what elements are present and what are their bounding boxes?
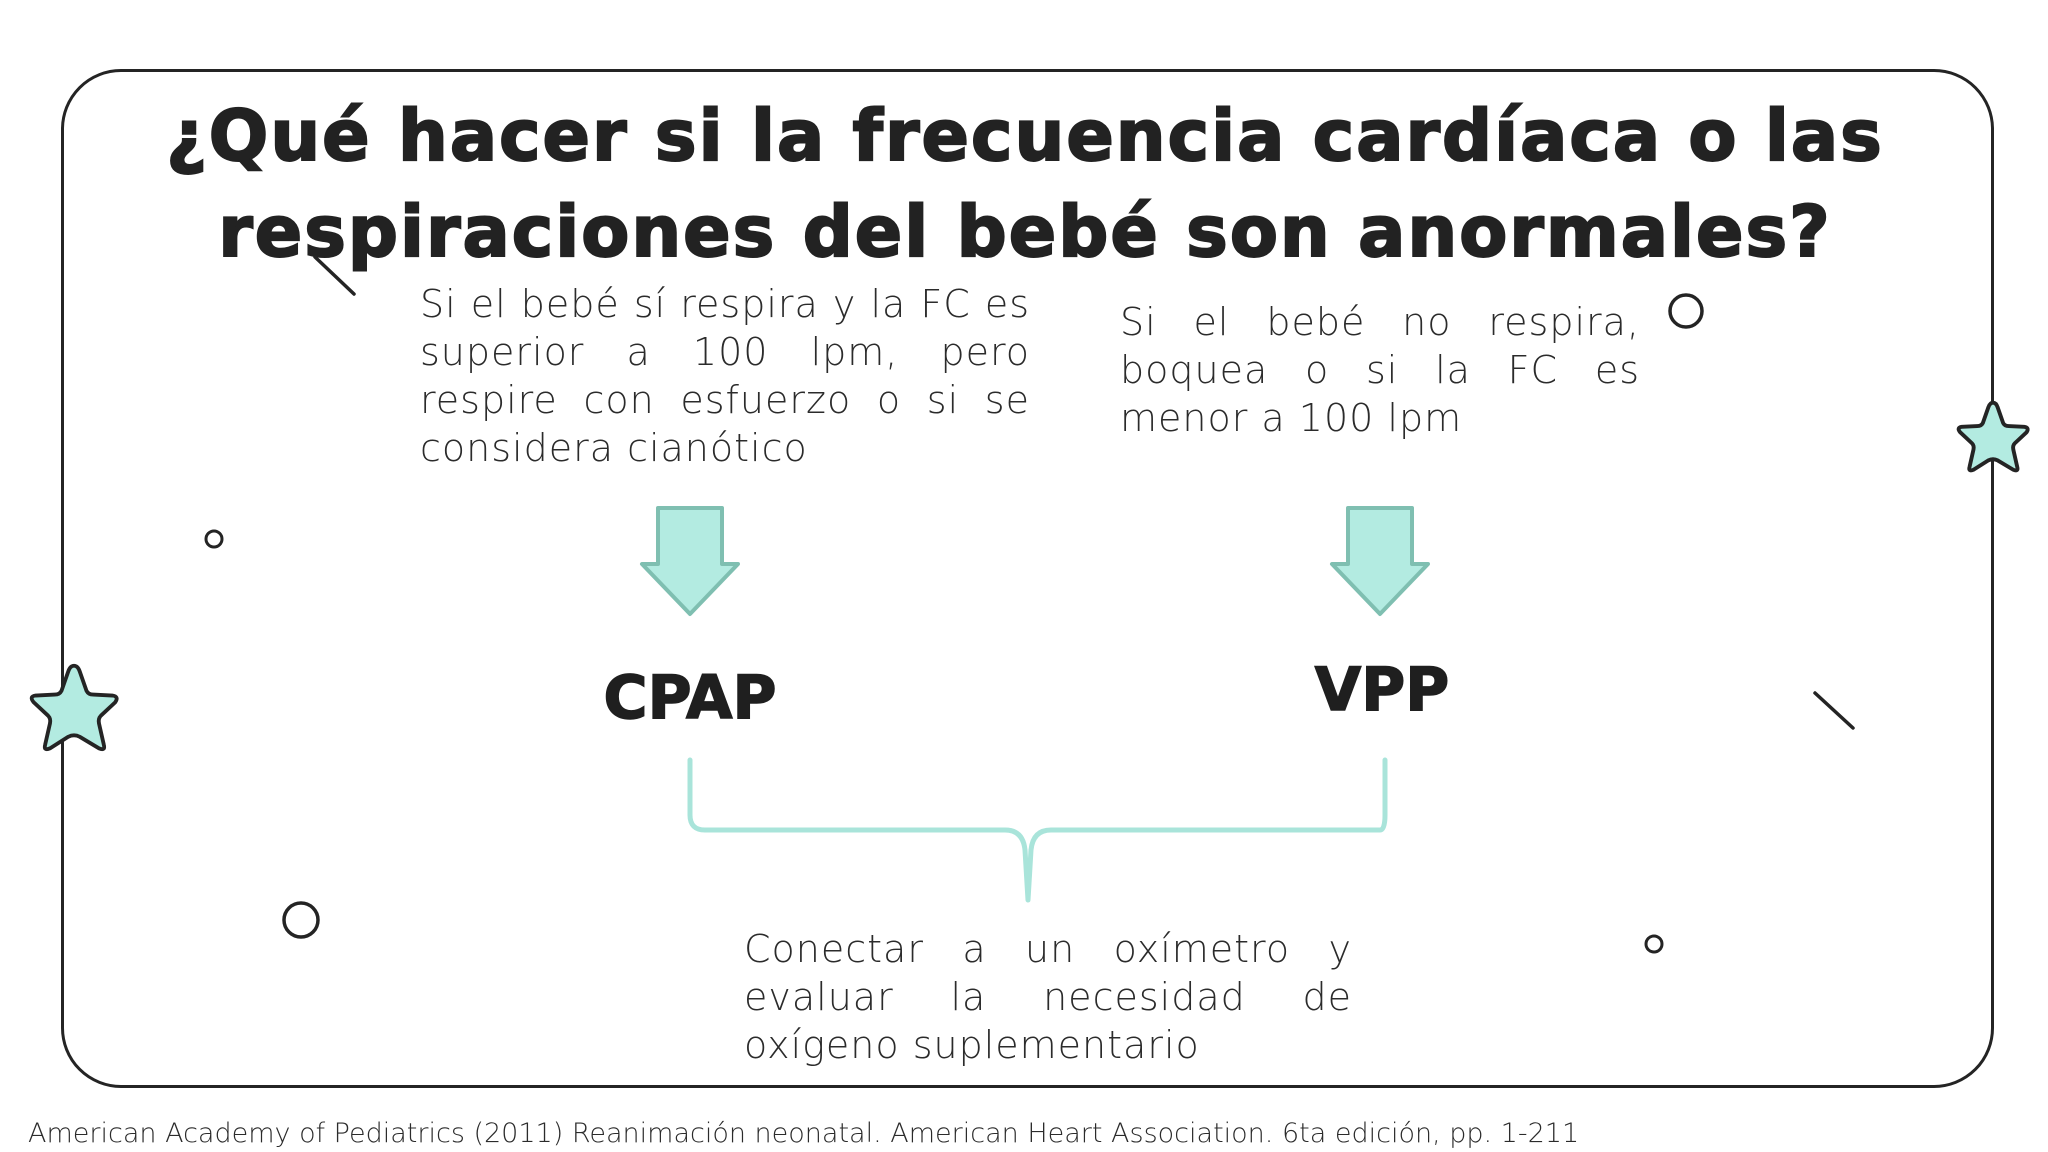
action-cpap-label: CPAP [603, 663, 777, 733]
arrow-down-icon [1328, 506, 1432, 618]
circle-decoration [279, 898, 323, 942]
circle-decoration [1665, 290, 1707, 332]
circle-decoration [1642, 932, 1666, 956]
result-text: Conectar a un oxímetro y evaluar la necesidad de oxígeno suplementario [744, 927, 1352, 1067]
star-icon [26, 660, 122, 756]
action-vpp-label: VPP [1314, 655, 1450, 725]
circle-decoration [202, 527, 226, 551]
citation-text: American Academy of Pediatrics (2011) Reanimación neonatal. American Heart Association. 6ta edición, pp. 1-211 [28, 1118, 1580, 1149]
condition-right-text: Si el bebé no respira, boquea o si la FC es menor a 100 lpm [1120, 300, 1640, 440]
condition-left-text: Si el bebé sí respira y la FC es superior a 100 lpm, pero respire con esfuerzo o si se considera cianótico [420, 282, 1030, 470]
star-icon [1954, 398, 2032, 476]
arrow-down-icon [638, 506, 742, 618]
curly-bracket [680, 755, 1400, 915]
dash-decoration [1810, 688, 1860, 738]
slide-title: ¿Qué hacer si la frecuencia cardíaca o las respiraciones del bebé son anormales? [166, 95, 1884, 273]
dash-decoration [310, 252, 360, 302]
